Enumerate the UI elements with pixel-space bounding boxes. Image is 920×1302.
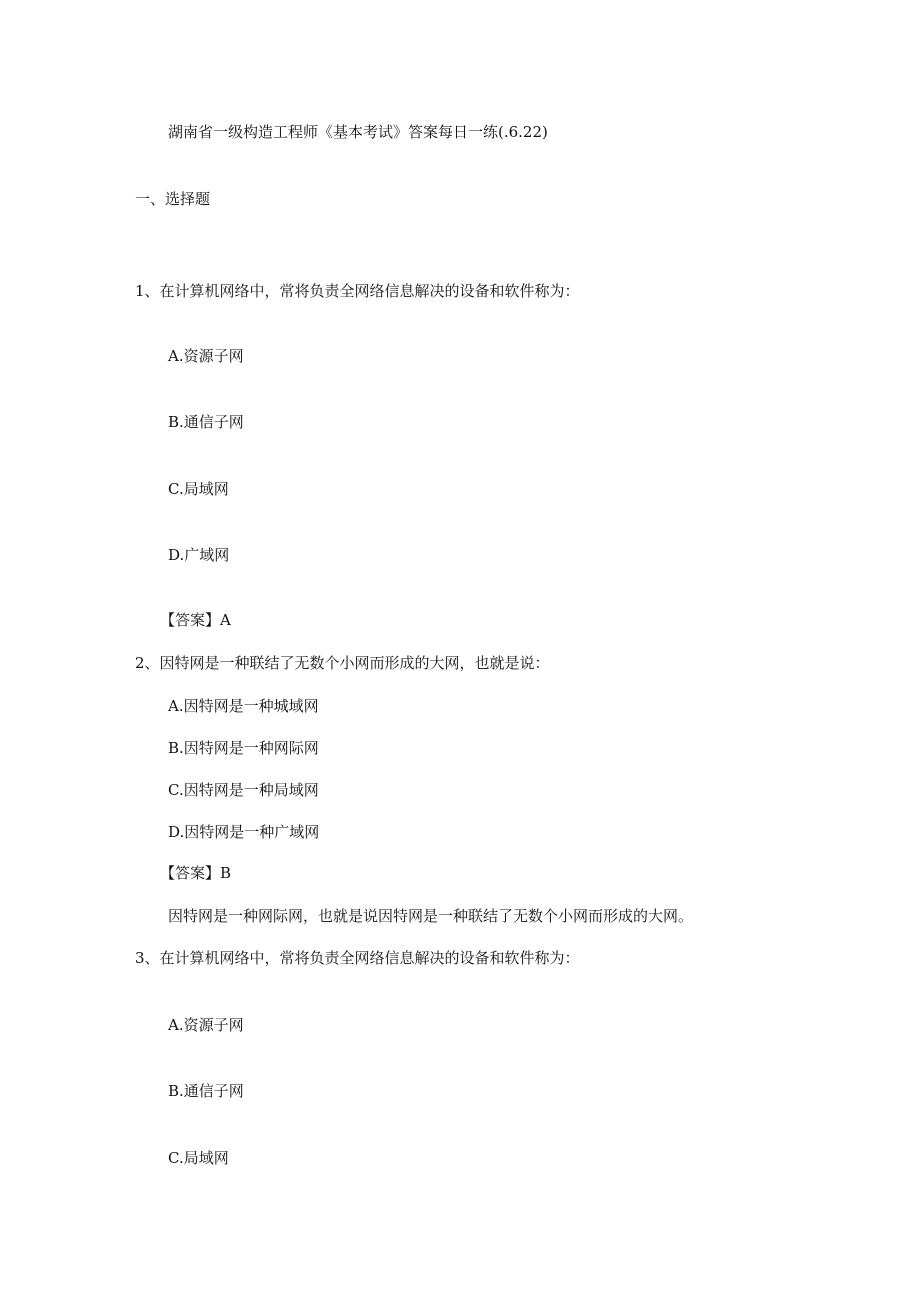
question-stem: 1、在计算机网络中，常将负责全网络信息解决的设备和软件称为： (135, 282, 580, 300)
option-a: A.因特网是一种城域网 (168, 697, 319, 715)
option-a: A.资源子网 (168, 347, 244, 365)
option-b: B.通信子网 (168, 1082, 244, 1100)
question-stem: 3、在计算机网络中，常将负责全网络信息解决的设备和软件称为： (135, 949, 580, 967)
section-heading: 一、选择题 (135, 190, 211, 208)
option-d: D.因特网是一种广域网 (168, 823, 320, 841)
answer-label: 【答案】B (160, 864, 232, 882)
option-c: C.因特网是一种局域网 (168, 781, 319, 799)
answer-label: 【答案】A (160, 611, 231, 629)
document-title: 湖南省一级构造工程师《基本考试》答案每日一练(.6.22) (168, 123, 548, 141)
option-d: D.广域网 (168, 546, 230, 564)
answer-explanation: 因特网是一种网际网，也就是说因特网是一种联结了无数个小网而形成的大网。 (168, 907, 694, 925)
question-stem: 2、因特网是一种联结了无数个小网而形成的大网，也就是说： (135, 654, 550, 672)
option-a: A.资源子网 (168, 1016, 244, 1034)
option-c: C.局域网 (168, 480, 229, 498)
option-b: B.通信子网 (168, 413, 244, 431)
option-c: C.局域网 (168, 1149, 229, 1167)
option-b: B.因特网是一种网际网 (168, 739, 319, 757)
